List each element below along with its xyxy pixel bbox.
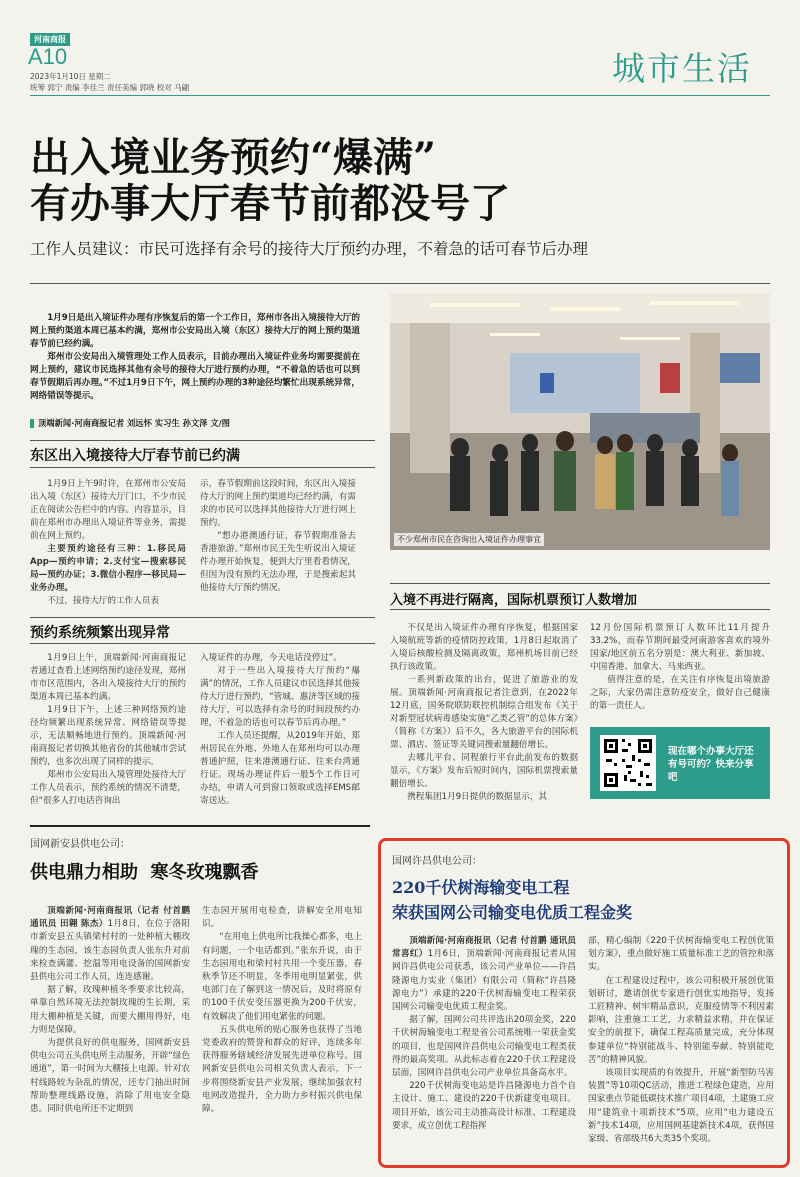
headline-line-1: 出入境业务预约“爆满” [30, 134, 437, 181]
s2-col2-para-1: 入境证件的办理，今天电话没停过”。 [200, 653, 342, 663]
right-col1 [392, 935, 576, 1133]
photo-caption: 不少郑州市民在咨询出入境证件办理事宜 [394, 533, 544, 546]
s3-col1-para-1: 不仅是出入境证件办理有序恢复，根据国家入境航班等新的疫情防控政策，1月8日起取消了入境后核酸检测及隔离政策，郑州机场目前已经执行该政策。 [390, 623, 578, 672]
lead-rule [30, 283, 770, 284]
s2-col1-para-3: 郑州市公安局出入境管理处接待大厅工作人员表示，预约系统的情况不清楚，但“很多人打电话咨询出 [30, 770, 186, 806]
summary-para-1: 1月9日是出入境证件办理有序恢复后的第一个工作日，郑州市各出入境接待大厅的网上预约渠道本周已基本约满，郑州市公安局出入境（东区）接待大厅的网上预约渠道春节前已经约满。 [30, 313, 360, 349]
left-col2-para-3: 五头供电所的贴心服务也获得了当地党委政府的赞誉和群众的好评，连续多年获得服务辖域经济发展先进单位称号。国网新安县供电公司相关负责人表示，下一步将围绕新安县产业发展，继续加强农村电网改造提升，全力助力乡村振兴供电保障。 [202, 1024, 362, 1115]
left-byline-text: 顶端新闻·河南商报讯（记者 付首鹏 通讯员 田翱 陈杰） [30, 906, 190, 930]
lead-summary [30, 312, 360, 403]
byline-mark [30, 419, 34, 428]
section2-title: 预约系统频繁出现异常 [30, 625, 170, 641]
s2-col1-para-2: 1月9日下午，上述三种网络预约途径均频繁出现系统异常、网络错误等提示，无法顺畅地进行预约。顶端新闻·河南商报记者切换其他省份的其他城市尝试预约，也多次出现了同样的提示。 [30, 705, 186, 767]
byline-text: 顶端新闻·河南商报记者 刘远怀 实习生 孙文泽 文/图 [38, 418, 230, 428]
left-kicker: 国网新安县供电公司： [30, 839, 130, 850]
lead-photo [390, 293, 770, 550]
left-col2-para-2: “在用电上供电所比我操心都多，电上有问题，一个电话都到。”张东升说，由于生态园用电和梁村村共用一个变压器，春秋季节还不明显，冬季用电明显紧张，供电部门在了解到这一情况后，及时将原有的100千伏安变压器更换为200千伏安，有效解决了他们用电紧张的问题。 [202, 932, 362, 1022]
left-col1-para-3: 为提供良好的供电服务，国网新安县供电公司五头供电所主动服务，开辟“绿色通道”，第一时间为大棚接上电源。针对农村线路较为杂乱的情况，还专门抽出时间帮助整理线路设施，消除了用电安全隐患。同时供电所还不定期到 [30, 1038, 190, 1115]
section3-rule [390, 583, 770, 584]
summary-para-2: 郑州市公安局出入境管理处工作人员表示，目前办理出入境证件业务均需要提前在网上预约，建议市民选择其他有余号的接待大厅进行预约办理，“不着急的话也可以到春节假期后再办理。”不过1月9日下午，网上预约办理的3种途径均繁忙出现系统异常，网络错误等提示。 [30, 352, 360, 401]
section-label: 城市生活 [612, 49, 752, 88]
s3-col1-para-2: 一系列新政策的出台，促进了旅游业的发展。顶端新闻·河南商报记者注意到，在2022年12月底，国务院联防联控机制综合组发布《关于对新型冠状病毒感染实施“乙类乙管”的总体方案》（简称《方案》）后不久，各大旅游平台的国际机票、酒店、签证等关键词搜索量翻倍增长。 [390, 675, 578, 750]
s3-col2-para-1: 12月份国际机票预订人数环比11月提升33.2%，而春节期间最受河南游客喜欢的境外国家/地区前五名分别是：澳大利亚、新加坡、中国香港、加拿大、马来西亚。 [590, 623, 770, 672]
s2-col2-para-3: 工作人员还提醒，从2019年开始，郑州居民在外地、外地人在郑州均可以办理普通护照，往来港澳通行证、往来台湾通行证。现场办理证件后一般5个工作日可办结，申请人可到窗口领取或选择EMS邮寄送达。 [200, 731, 360, 806]
s1-col2-para-2: “想办港澳通行证，春节假期准备去香港旅游。”郑州市民王先生听说出入境证件办理开始恢复，便到大厅里看看情况，但因为没有预约无法办理，于是搜索起其他接待大厅预约情况。 [200, 531, 356, 593]
right-story [392, 852, 780, 923]
left-headline: 供电鼎力相助 寒冬玫瑰飘香 [30, 862, 259, 883]
left-col2 [202, 905, 362, 1116]
right-col1-para-2: 据了解，国网公司共评选出20项金奖，220千伏树海输变电工程是省公司系统唯一荣获金奖的项目，也是国网许昌供电公司输变电工程类获得的最高奖项。从此标志着在220千伏工程建设层面，国网许昌供电公司产业单位具备高水平。 [392, 1015, 576, 1079]
s3-col1-para-3: 去哪儿平台、同程旅行平台此前发布的数据显示，《方案》发布后短时间内，国际机票搜索量翻倍增长。 [390, 753, 578, 789]
right-col1-para-3: 220千伏树海变电站是许昌隆源电力首个自主设计、施工、建设的220千伏新建变电项目。项目开始，该公司主动推高设计标准、工程建设要求，成立创优工程指挥 [392, 1081, 576, 1131]
left-story [30, 835, 370, 884]
left-col1-para-2: 据了解，玫瑰种植冬季要求比较高，单靠自然环境无法控制玫瑰的生长期，采用大棚种植是关键，而要大棚用得好，电力则是保障。 [30, 985, 190, 1035]
right-col2-para-3: 该项目实现质的有效提升，开展“新型防马害装置”等10项QC活动，推进工程绿色建造，应用国家重点节能低碳技术推广项目4项，土建施工应用“建筑业十项新技术”5项，应用“电力建设五新”技术14项，应用国网基建新技术4项，获得国家级、省部级共6大类35个奖项。 [588, 1068, 774, 1145]
lead-headline [30, 135, 770, 259]
right-headline-1: 220千伏树海输变电工程 [392, 878, 570, 897]
byline [30, 417, 370, 429]
qr-code[interactable] [600, 735, 656, 791]
s3-col1-para-4: 携程集团1月9日提供的数据显示，其 [407, 792, 548, 802]
section2-col2 [200, 652, 360, 808]
section1-col2 [200, 478, 356, 595]
s1-col1-para-1: 1月9日上午9时许，在郑州市公安局出入境（东区）接待大厅门口，不少市民正在阅读公告栏中的内容。内容显示，目前在郑州市办理出入境证件等业务，需提前在网上预约。 [30, 479, 186, 541]
right-byline-text: 顶端新闻·河南商报讯（记者 付首鹏 通讯员 常喜红） [392, 936, 576, 960]
section1-underline [30, 467, 375, 468]
masthead [0, 0, 800, 100]
right-col2-para-2: 在工程建设过程中，该公司积极开展创优策划研讨，邀请创优专家进行创优实地指导，发扬工匠精神、树牢精品意识，克服疫情等不利因素影响，注重施工工艺，力求精益求精，并在保证安全的前提下，确保工程高质量完成，充分体现参建单位“特别能战斗、特别能奉献、特别能吃苦”的精神风貌。 [588, 975, 774, 1065]
left-col1-para-1: 1月8日，在位于洛阳市新安县五头镇梁村村的一处种植大棚玫瑰的生态园，该生态园负责人张东升对前来检查满灌、挖温等用电设备的国网新安县供电公司工作人员，连连感谢。 [30, 919, 190, 983]
issue-date: 2023年1月10日 星期二 [30, 72, 111, 81]
right-col2-para-1: 部，精心编制《220千伏树海输变电工程创优策划方案》，重点做好施工质量标准工艺的管控和落实。 [588, 936, 774, 973]
right-byline [392, 935, 576, 1014]
paper-logo: 河南商报 [30, 33, 70, 46]
masthead-rule [30, 95, 770, 96]
section2-underline [30, 643, 375, 644]
s2-col2-para-2: 对于一些出入境接待大厅预约“爆满”的情况，工作人员建议市民选择其他接待大厅进行预约，“管城、惠济等区域的接待大厅，可以选择有余号的时间段预约办理，不着急的话也可以春节后再办理。” [200, 666, 360, 728]
section1-title: 东区出入境接待大厅春节前已约满 [30, 448, 240, 464]
section1-rule [30, 440, 375, 441]
left-col2-para-1: 生态园开展用电检查，讲解安全用电知识。 [202, 906, 362, 930]
section2-col1 [30, 652, 186, 808]
s1-col2-para-1: 示，春节假期前这段时间，东区出入境接待大厅的网上预约渠道均已经约满，有需求的市民可以选择其他接待大厅进行网上预约。 [200, 479, 356, 528]
qr-text: 现在哪个办事大厅还有号可约？快来分享吧 [668, 746, 754, 783]
left-col1 [30, 905, 190, 1116]
section3-col1 [390, 622, 578, 804]
bottom-band-rule [30, 825, 370, 827]
right-kicker: 国网许昌供电公司： [392, 856, 482, 867]
photo-illustration [390, 293, 770, 550]
section3-underline [390, 609, 770, 610]
s1-col1-para-2: 主要预约途径有三种：1.移民局App—预约申请；2.支付宝—搜索移民局—预约办证；3.微信小程序—移民局—业务办理。 [30, 544, 186, 593]
section3-col2 [590, 622, 770, 713]
headline-subhead: 工作人员建议：市民可选择有余号的接待大厅预约办理，不着急的话可春节后办理 [30, 240, 589, 258]
qr-box [590, 727, 770, 799]
left-byline [30, 905, 190, 984]
section2-rule [30, 617, 375, 618]
right-col1-para-1: 1月6日，顶端新闻·河南商报记者从国网许昌供电公司获悉，该公司产业单位——许昌隆源电力实业（集团）有限公司（简称“许昌隆源电力”）承建的220千伏树海输变电工程荣获国网公司输变电优质工程金奖。 [392, 949, 576, 1013]
s2-col1-para-1: 1月9日上午，顶端新闻·河南商报记者通过查看上述网络预约途径发现，郑州市市区范围内，各出入境接待大厅的预约渠道本周已基本约满。 [30, 653, 186, 702]
page-number: A10 [28, 44, 68, 69]
qr-code-icon [600, 735, 656, 791]
section3-title: 入境不再进行隔离，国际机票预订人数增加 [390, 593, 638, 608]
headline-line-2: 有办事大厅春节前都没号了 [30, 180, 510, 227]
right-headline-2: 荣获国网公司输变电优质工程金奖 [392, 903, 633, 922]
s1-col1-para-3: 不过，接待大厅的工作人员表 [47, 596, 159, 606]
section1-col1 [30, 478, 186, 608]
right-col2 [588, 935, 774, 1146]
s3-col2-para-2: 值得注意的是，在关注有序恢复出境旅游之际，大家仍需注意防疫安全，做好自己健康的第一责任人。 [590, 675, 770, 711]
editor-credits: 统筹 郭宁 责编 李佳兰 责任美编 郭晓 校对 马翩 [30, 83, 190, 92]
